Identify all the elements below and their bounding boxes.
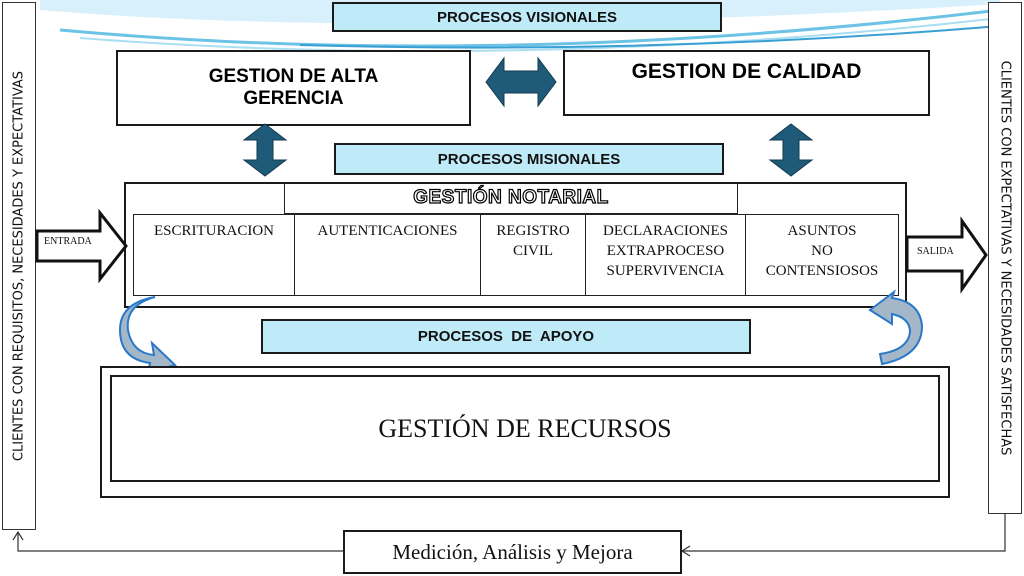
gestion-recursos-label: GESTIÓN DE RECURSOS bbox=[378, 413, 672, 443]
cell-autenticaciones-text: AUTENTICACIONES bbox=[317, 223, 458, 239]
cell-escrituracion-text: ESCRITURACION bbox=[153, 223, 274, 239]
entrada-label: ENTRADA bbox=[44, 236, 92, 247]
gestion-notarial-title: GESTIÓN NOTARIAL bbox=[413, 186, 609, 208]
salida-label: SALIDA bbox=[917, 246, 954, 257]
calidad-label: GESTION DE CALIDAD bbox=[631, 60, 862, 83]
cell-registro-line2: CIVIL bbox=[513, 243, 553, 259]
procesos-apoyo-text: PROCESOS DE APOYO bbox=[417, 328, 595, 345]
cell-declaraciones-line3: SUPERVIVENCIA bbox=[606, 263, 725, 279]
procesos-misionales-label: PROCESOS MISIONALES bbox=[334, 143, 724, 175]
alta-gerencia-line1: GESTION DE ALTA bbox=[208, 66, 379, 87]
medicion-analisis-mejora-box bbox=[343, 530, 682, 574]
left-clients-text: CLIENTES CON REQUISITOS, NECESIDADES Y EXPECTATIVAS bbox=[11, 70, 27, 462]
medicion-label: Medición, Análisis y Mejora bbox=[392, 539, 633, 564]
alta-gerencia-line2: GERENCIA bbox=[243, 88, 344, 109]
cell-asuntos-line1: ASUNTOS bbox=[787, 223, 857, 239]
cell-declaraciones-line1: DECLARACIONES bbox=[602, 223, 728, 239]
cell-asuntos-line3: CONTENSIOSOS bbox=[765, 263, 879, 279]
cell-registro-line1: REGISTRO bbox=[496, 223, 570, 239]
procesos-visionales-label: PROCESOS VISIONALES bbox=[332, 2, 722, 32]
cell-asuntos-line2: NO bbox=[811, 243, 833, 259]
cell-declaraciones-line2: EXTRAPROCESO bbox=[606, 243, 725, 259]
right-clients-text: CLIENTES CON EXPECTATIVAS Y NECESIDADES SATISFECHAS bbox=[997, 60, 1013, 456]
